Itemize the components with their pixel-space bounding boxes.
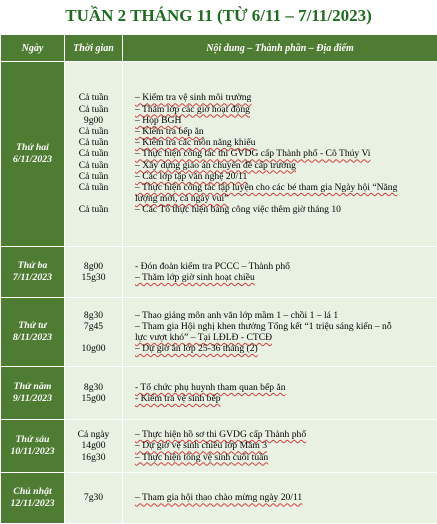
time-cell — [65, 247, 123, 298]
time-value: 15g30 — [65, 272, 122, 283]
time-value — [65, 332, 122, 343]
list-item: – Tham gia Hội nghị khen thưởng Tổng kết “1 triệu sáng kiến – nỗ — [135, 321, 437, 332]
content-cell — [123, 298, 437, 367]
list-item: – Kiểm tra vệ sinh môi trường — [135, 92, 437, 103]
day-name: Thứ hai — [1, 142, 64, 154]
content-cell — [123, 367, 437, 420]
day-cell — [1, 62, 65, 247]
day-name: Thứ ba — [1, 260, 64, 272]
time-value: 15g00 — [65, 393, 122, 404]
time-value: 9g00 — [65, 115, 122, 126]
time-value: 10g00 — [65, 343, 122, 354]
day-date: 9/11/2023 — [1, 393, 64, 405]
header-time: Thời gian — [65, 35, 123, 62]
day-cell — [1, 420, 65, 473]
time-value: Cả tuần — [65, 160, 122, 171]
content-cell — [123, 473, 437, 524]
day-cell — [1, 247, 65, 298]
time-value — [65, 193, 122, 204]
content-cell — [123, 247, 437, 298]
time-value: Cả tuần — [65, 182, 122, 193]
table-row — [1, 367, 437, 420]
content-cell — [123, 62, 437, 247]
list-item: – Xây dựng giáo án chuyên đề cấp trường — [135, 160, 437, 171]
time-value: Cả tuần — [65, 126, 122, 137]
list-item: – Thao giảng môn anh văn lớp mầm 1 – chồi 1 – lá 1 — [135, 310, 437, 321]
time-value: 7g45 — [65, 321, 122, 332]
day-name: Thứ tư — [1, 320, 64, 332]
time-cell — [65, 473, 123, 524]
schedule-title: TUẦN 2 THÁNG 11 (TỪ 6/11 – 7/11/2023) — [0, 0, 437, 34]
time-value: Cả tuần — [65, 148, 122, 159]
time-cell — [65, 298, 123, 367]
content-cell — [123, 420, 437, 473]
time-value: Cả tuần — [65, 204, 122, 215]
day-date: 10/11/2023 — [1, 446, 64, 458]
list-item: – Dự giờ vệ sinh chiều lớp Mầm 3 — [135, 440, 437, 451]
list-item: – Dự giờ ăn lớp 25-36 tháng (2) — [135, 343, 437, 354]
header-content: Nội dung – Thành phần – Địa điểm — [123, 35, 437, 62]
list-item: – Thăm lớp các giờ hoạt động — [135, 104, 437, 115]
time-value: 14g00 — [65, 440, 122, 451]
list-item: – Kiểm tra bếp ăn — [135, 126, 437, 137]
day-name: Thứ sáu — [1, 434, 64, 446]
list-item: – Họp BGH — [135, 115, 437, 126]
time-value: 16g30 — [65, 452, 122, 463]
time-value: Cả tuần — [65, 104, 122, 115]
table-row — [1, 473, 437, 524]
time-value: Cả tuần — [65, 92, 122, 103]
list-item: lực vượt khó” – Tại LĐLĐ - CTCĐ — [135, 332, 437, 343]
day-date: 8/11/2023 — [1, 332, 64, 344]
header-row — [1, 35, 437, 62]
list-item: – Thực hiện công tác thi GVDG cấp Thành phố - Cô Thúy Vi — [135, 148, 437, 159]
time-cell — [65, 62, 123, 247]
list-item: – Thực hiện công tác tập luyện cho các bé tham gia Ngày hội “Năng — [135, 182, 437, 193]
table-row — [1, 420, 437, 473]
table-row — [1, 62, 437, 247]
time-value: Cả tuần — [65, 171, 122, 182]
day-name: Chủ nhật — [1, 486, 64, 498]
list-item: – Thăm lớp giờ sinh hoạt chiều — [135, 272, 437, 283]
list-item: – Thực hiện tổng vệ sinh cuối tuần — [135, 452, 437, 463]
table-row — [1, 247, 437, 298]
list-item: – Tham gia hội thao chào mừng ngày 20/11 — [135, 492, 437, 503]
list-item: – Thực hiện hồ sơ thi GVDG cấp Thành phố — [135, 429, 437, 440]
list-item: - Tổ chức phụ huynh tham quan bếp ăn — [135, 382, 437, 393]
list-item: – Các lớp tập văn nghệ 20/11 — [135, 171, 437, 182]
schedule-table — [0, 34, 437, 524]
list-item: lượng mới, cả ngày vui” — [135, 193, 437, 204]
table-row — [1, 298, 437, 367]
list-item: – Các Tổ thực hiện bảng công việc thêm giờ tháng 10 — [135, 204, 437, 215]
time-cell — [65, 420, 123, 473]
time-value: 8g30 — [65, 310, 122, 321]
day-date: 12/11/2023 — [1, 498, 64, 510]
day-name: Thứ năm — [1, 381, 64, 393]
day-cell — [1, 473, 65, 524]
time-value: 7g30 — [65, 492, 122, 503]
time-value: 8g30 — [65, 382, 122, 393]
time-value: 8g00 — [65, 261, 122, 272]
day-date: 6/11/2023 — [1, 154, 64, 166]
list-item: - Đón đoàn kiểm tra PCCC – Thành phố — [135, 261, 437, 272]
header-day: Ngày — [1, 35, 65, 62]
time-cell — [65, 367, 123, 420]
day-date: 7/11/2023 — [1, 272, 64, 284]
day-cell — [1, 298, 65, 367]
list-item: - Kiểm tra vệ sinh bếp — [135, 393, 437, 404]
time-value: Cả ngày — [65, 429, 122, 440]
list-item: – Kiểm tra các môn năng khiếu — [135, 137, 437, 148]
time-value: Cả tuần — [65, 137, 122, 148]
day-cell — [1, 367, 65, 420]
